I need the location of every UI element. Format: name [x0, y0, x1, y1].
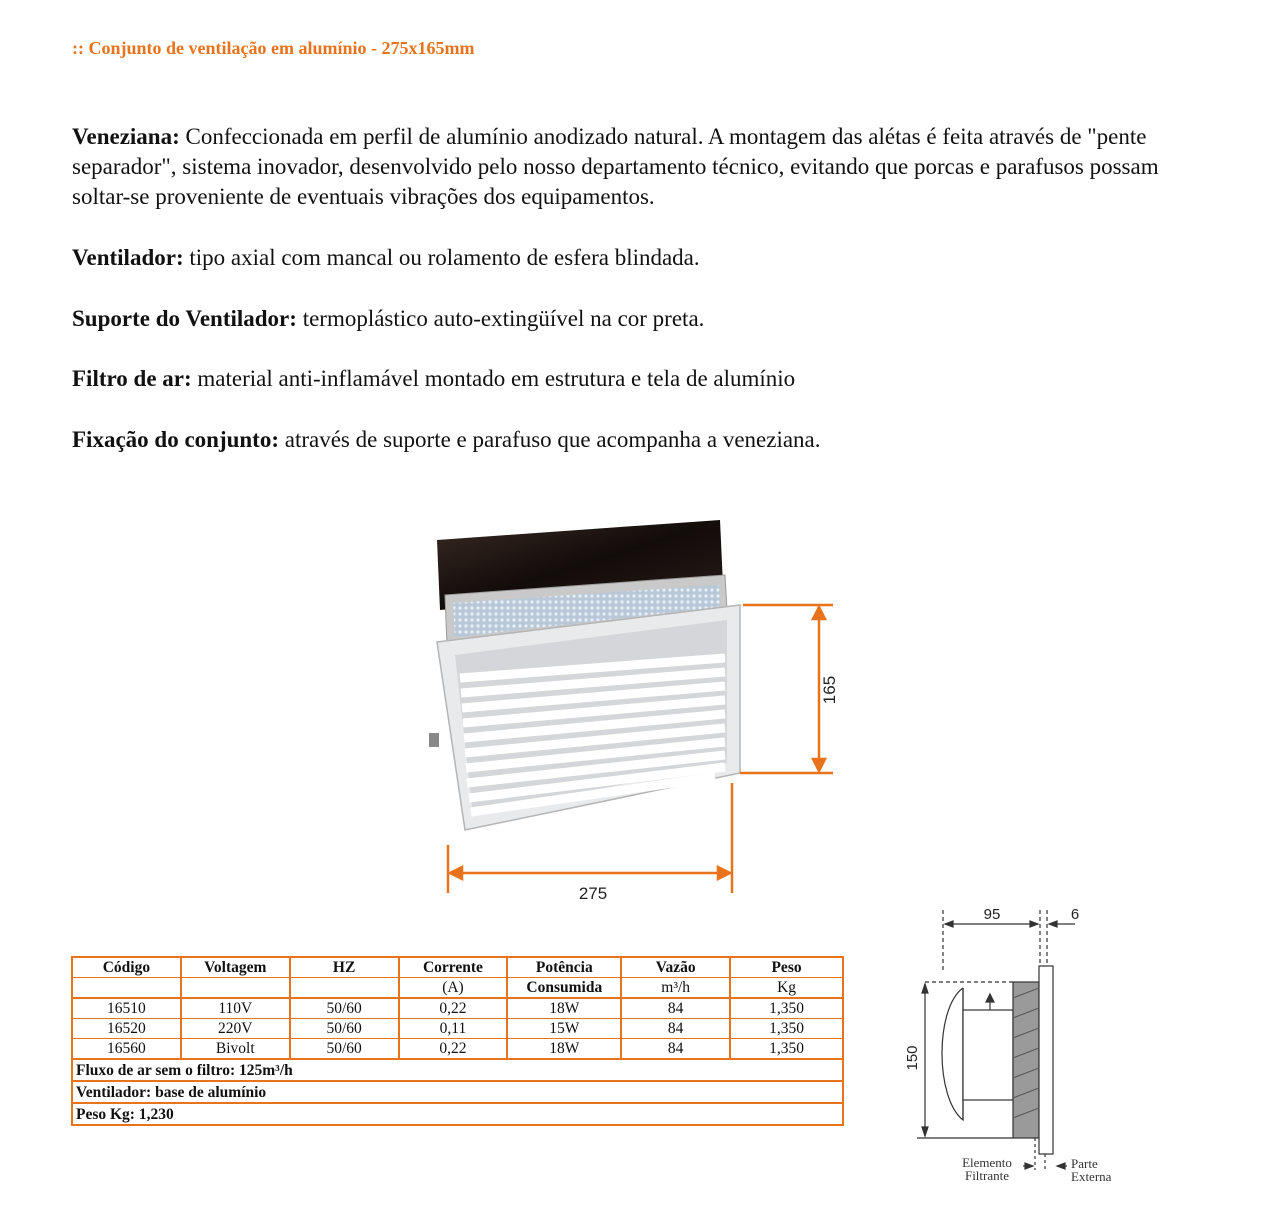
table-subheader-cell: [72, 978, 181, 999]
external-label-line1: Parte: [1071, 1156, 1098, 1171]
table-note: Ventilador: base de alumínio: [72, 1081, 843, 1103]
paragraph-filtro: [72, 364, 1202, 394]
table-cell: 1,350: [730, 1019, 843, 1039]
external-label-line2: Externa: [1071, 1169, 1112, 1184]
depth-label: 95: [983, 906, 1001, 923]
table-header-cell: Potência: [507, 957, 621, 978]
table-cell: 220V: [181, 1019, 290, 1039]
table-cell: 84: [621, 1039, 730, 1060]
table-subheader-cell: m³/h: [621, 978, 730, 999]
paragraph-label: Suporte do Ventilador:: [72, 306, 297, 331]
paragraph-text: através de suporte e parafuso que acompanha a veneziana.: [279, 427, 821, 452]
height-label: 165: [820, 675, 839, 705]
table-subheader-cell: (A): [399, 978, 508, 999]
table-header-cell: Código: [72, 957, 181, 978]
paragraph-label: Veneziana:: [72, 124, 180, 149]
paragraph-text: termoplástico auto-extingüível na cor preta.: [296, 306, 705, 331]
page-title: :: Conjunto de ventilação em alumínio - 275x165mm: [72, 38, 475, 58]
table-cell: 16510: [72, 998, 181, 1019]
filter-label-line1: Elemento: [962, 1155, 1012, 1170]
table-row: [72, 1039, 843, 1060]
table-row: [72, 998, 843, 1019]
table-cell: 50/60: [290, 998, 399, 1019]
table-cell: 16520: [72, 1019, 181, 1039]
table-cell: 0,22: [399, 1039, 508, 1060]
paragraph-text: tipo axial com mancal ou rolamento de esfera blindada.: [183, 245, 700, 270]
paragraph-text: Confeccionada em perfil de alumínio anodizado natural. A montagem das alétas é feita através de "pente separador", sistema inovador, desenvolvido pelo nosso departamento técnico, evitando que porcas e parafusos possam soltar-se proveniente de eventuais vibrações dos equipamentos.: [72, 124, 1159, 209]
table-cell: 18W: [507, 998, 621, 1019]
mount-screw: [429, 733, 439, 747]
table-cell: 84: [621, 998, 730, 1019]
table-note-row: [72, 1059, 843, 1081]
side-view-drawing: [895, 898, 1145, 1198]
table-header-cell: Corrente: [399, 957, 508, 978]
table-cell: 50/60: [290, 1019, 399, 1039]
table-cell: 18W: [507, 1039, 621, 1060]
paragraph-text: material anti-inflamável montado em estrutura e tela de alumínio: [191, 366, 796, 391]
table-subheader-cell: [181, 978, 290, 999]
paragraph-ventilador: [72, 243, 1202, 273]
table-subheader-row: [72, 978, 843, 999]
paragraph-label: Fixação do conjunto:: [72, 427, 279, 452]
width-label: 275: [578, 884, 608, 903]
table-subheader-cell: [290, 978, 399, 999]
table-subheader-cell: Consumida: [507, 978, 621, 999]
spec-table: [71, 956, 844, 1126]
table-cell: Bivolt: [181, 1039, 290, 1060]
paragraph-label: Filtro de ar:: [72, 366, 192, 391]
paragraph-label: Ventilador:: [72, 245, 184, 270]
table-header-cell: Vazão: [621, 957, 730, 978]
table-note: Fluxo de ar sem o filtro: 125m³/h: [72, 1059, 843, 1081]
table-cell: 16560: [72, 1039, 181, 1060]
paragraph-fixacao: [72, 425, 1202, 455]
table-cell: 15W: [507, 1019, 621, 1039]
table-note: Peso Kg: 1,230: [72, 1103, 843, 1125]
table-header-row: [72, 957, 843, 978]
filter-label-line2: Filtrante: [964, 1168, 1010, 1183]
table-cell: 1,350: [730, 1039, 843, 1060]
table-header-cell: Voltagem: [181, 957, 290, 978]
paragraph-suporte: [72, 304, 1202, 334]
side-height-label: 150: [904, 1045, 921, 1071]
table-row: [72, 1019, 843, 1039]
table-subheader-cell: Kg: [730, 978, 843, 999]
table-note-row: [72, 1103, 843, 1125]
paragraph-veneziana: [72, 122, 1202, 212]
product-photo: [415, 515, 855, 910]
table-header-cell: Peso: [730, 957, 843, 978]
table-cell: 1,350: [730, 998, 843, 1019]
table-cell: 0,11: [399, 1019, 508, 1039]
table-cell: 50/60: [290, 1039, 399, 1060]
front-depth-label: 6: [1070, 906, 1080, 923]
table-note-row: [72, 1081, 843, 1103]
table-cell: 0,22: [399, 998, 508, 1019]
table-cell: 84: [621, 1019, 730, 1039]
table-cell: 110V: [181, 998, 290, 1019]
table-header-cell: HZ: [290, 957, 399, 978]
